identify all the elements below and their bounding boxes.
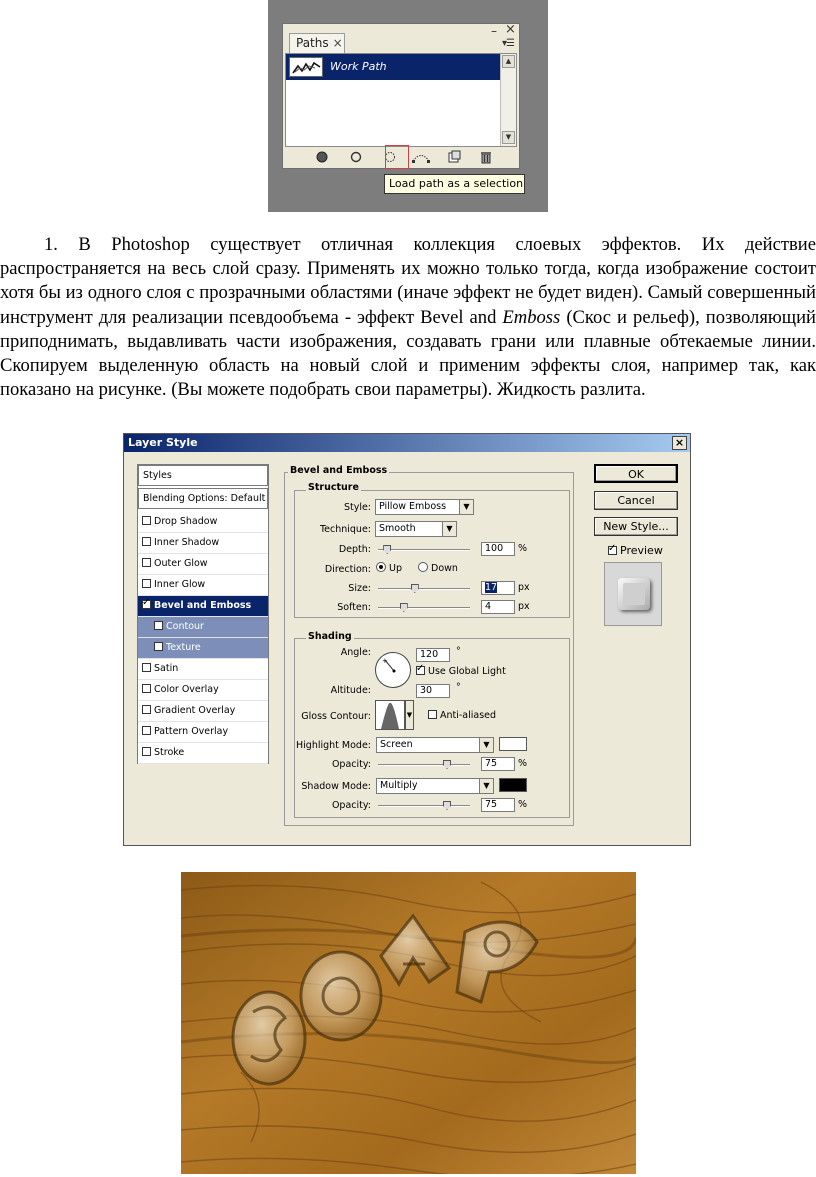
wood-texture-image [181,872,636,1174]
soften-label: Soften: [337,602,371,613]
global-light-check-icon[interactable] [416,666,425,675]
style-item-label: Contour [166,621,204,632]
gradient-overlay-checkbox[interactable] [142,705,151,714]
dialog-close-icon[interactable]: × [672,436,687,450]
shadow-opacity-label: Opacity: [331,800,371,811]
paths-list [285,53,517,147]
shadow-mode-select[interactable] [376,778,494,794]
technique-label: Technique: [319,524,371,535]
style-item-drop-shadow[interactable] [138,512,268,533]
size-input[interactable] [481,581,515,595]
chevron-down-icon: ▼ [459,500,473,514]
stroke-path-icon[interactable] [349,150,363,164]
preview-checkbox[interactable] [608,544,663,557]
size-slider-thumb[interactable] [411,584,419,593]
angle-dial[interactable] [375,652,411,688]
shadow-opacity-thumb[interactable] [443,801,451,810]
style-item-outer-glow[interactable] [138,554,268,575]
style-item-label: Inner Shadow [154,537,220,548]
size-slider[interactable] [378,584,470,594]
styles-list [137,464,269,764]
angle-label: Angle: [340,647,371,658]
style-item-label: Pattern Overlay [154,726,229,737]
style-item-label: Color Overlay [154,684,219,695]
highlight-mode-select[interactable] [376,737,494,753]
structure-title: Structure [308,482,359,493]
direction-up-label: Up [389,563,402,574]
scroll-up-icon[interactable]: ▲ [502,55,515,68]
ok-button[interactable]: OK [594,464,678,483]
altitude-value: 30 [420,685,433,696]
soften-input[interactable] [481,600,515,614]
style-item-label: Texture [166,642,201,653]
new-path-icon[interactable] [447,150,461,164]
angle-value: 120 [420,649,439,660]
new-style-button[interactable]: New Style... [594,517,678,536]
inner-shadow-checkbox[interactable] [142,537,151,546]
soap-wood-photo [181,872,636,1174]
altitude-input[interactable] [416,684,450,698]
depth-slider[interactable] [378,545,470,555]
drop-shadow-checkbox[interactable] [142,516,151,525]
tab-paths-label: Paths [296,36,329,50]
style-item-color-overlay[interactable] [138,680,268,701]
direction-down-label: Down [431,563,458,574]
highlight-opacity-label: Opacity: [331,759,371,770]
path-thumbnail [289,57,323,77]
styles-header[interactable]: Styles [138,465,268,486]
highlight-color-swatch[interactable] [499,737,527,751]
shadow-opacity-slider[interactable] [378,801,470,811]
paths-scrollbar[interactable] [500,54,516,146]
direction-up-radio[interactable] [376,562,402,574]
shadow-mode-label: Shadow Mode: [301,781,371,792]
preview-check-icon[interactable] [608,546,617,555]
highlight-mode-label: Highlight Mode: [296,740,371,751]
style-item-inner-shadow[interactable] [138,533,268,554]
global-light-label: Use Global Light [428,666,506,677]
shadow-opacity-input[interactable] [481,798,515,812]
global-light-checkbox[interactable] [416,666,506,677]
tooltip: Load path as a selection [384,174,525,194]
style-item-label: Stroke [154,747,185,758]
radio-off-icon[interactable] [418,562,428,572]
blending-options-item[interactable]: Blending Options: Default [138,488,268,509]
paragraph-text-2: (Скос и рельеф), позволяющий приподнимать, выдавливать части изображения, создавать грани или плавные обтекаемые линии. Скопируем выделенную область на новый слой и применим эффекты слоя, например так, как показано на рисунке. (Вы можете подобрать свои параметры). Жидкость разлита. [0,306,816,401]
preview-label: Preview [620,544,663,557]
pattern-overlay-checkbox[interactable] [142,726,151,735]
panel-close-icon[interactable]: × [505,22,516,37]
shadow-opacity-value: 75 [485,799,498,810]
dialog-title: Layer Style [128,436,198,449]
path-name: Work Path [330,60,387,73]
panel-minimize-icon[interactable]: – [491,24,497,38]
anti-aliased-checkbox[interactable] [428,710,496,721]
size-unit: px [518,582,530,593]
stroke-checkbox[interactable] [142,747,151,756]
altitude-label: Altitude: [330,685,371,696]
chevron-down-icon: ▼ [479,779,493,793]
depth-unit: % [518,543,528,554]
anti-aliased-check-icon[interactable] [428,710,437,719]
style-select-value: Pillow Emboss [379,501,447,512]
cancel-button[interactable]: Cancel [594,491,678,510]
style-item-gradient-overlay[interactable] [138,701,268,722]
highlight-opacity-slider[interactable] [378,760,470,770]
style-item-label: Drop Shadow [154,516,218,527]
style-item-label: Inner Glow [154,579,206,590]
shadow-color-swatch[interactable] [499,778,527,792]
dialog-titlebar [124,434,690,452]
gloss-contour-picker[interactable] [375,700,405,730]
shadow-opacity-unit: % [518,799,528,810]
style-item-texture[interactable] [138,638,268,659]
style-item-label: Bevel and Emboss [154,600,252,611]
highlight-opacity-input[interactable] [481,757,515,771]
depth-value: 100 [485,543,504,554]
radio-on-icon[interactable] [376,562,386,572]
highlight-opacity-thumb[interactable] [443,760,451,769]
shading-title: Shading [308,631,352,642]
direction-label: Direction: [324,564,371,575]
angle-input[interactable] [416,648,450,662]
depth-slider-thumb[interactable] [383,545,391,554]
highlight-mode-value: Screen [380,739,413,750]
highlight-opacity-value: 75 [485,758,498,769]
style-item-label: Satin [154,663,179,674]
delete-path-icon[interactable] [479,150,493,164]
layer-style-dialog [123,433,691,846]
size-value: 17 [485,582,498,593]
style-item-pattern-overlay[interactable] [138,722,268,743]
style-item-label: Outer Glow [154,558,208,569]
list-item-work-path[interactable] [286,54,501,80]
style-preview [604,562,662,626]
style-label: Style: [343,502,371,513]
angle-unit: ° [456,646,461,657]
depth-label: Depth: [338,544,371,555]
satin-checkbox[interactable] [142,663,151,672]
style-select[interactable] [375,499,474,515]
soften-slider-thumb[interactable] [400,603,408,612]
panel-menu-icon[interactable]: ▾☰ [502,38,514,49]
style-item-satin[interactable] [138,659,268,680]
style-item-stroke[interactable] [138,743,268,764]
soften-slider[interactable] [378,603,470,613]
shadow-mode-value: Multiply [380,780,418,791]
paragraph-emphasis: Emboss [502,306,561,328]
chevron-down-icon: ▼ [479,738,493,752]
svg-text:+: + [382,657,388,665]
soften-unit: px [518,601,530,612]
make-work-path-icon[interactable] [411,150,431,164]
outer-glow-checkbox[interactable] [142,558,151,567]
tab-paths[interactable] [289,33,345,53]
size-label: Size: [348,583,371,594]
technique-select[interactable] [375,521,457,537]
paragraph-text-1: 1. В Photoshop существует отличная коллекция слоевых эффектов. Их действие распространяется на весь слой сразу. Применять их можно только тогда, когда изображение состоит хотя бы из одного слоя с прозрачными областями (иначе эффект не будет виден). Самый совершенный инструмент для реализации псевдообъема - эффект Bevel and [0,234,816,328]
anti-aliased-label: Anti-aliased [440,710,497,721]
highlight-opacity-unit: % [518,758,528,769]
contour-checkbox[interactable] [154,621,163,630]
body-paragraph [0,233,816,402]
tab-close-icon[interactable]: × [332,36,343,50]
bevel-emboss-title: Bevel and Emboss [290,465,388,476]
depth-input[interactable] [481,542,515,556]
bevel-emboss-checkbox[interactable] [142,600,151,609]
technique-select-value: Smooth [379,523,416,534]
color-overlay-checkbox[interactable] [142,684,151,693]
style-item-label: Gradient Overlay [154,705,236,716]
texture-checkbox[interactable] [154,642,163,651]
style-item-inner-glow[interactable] [138,575,268,596]
paths-panel-figure [268,0,548,212]
inner-glow-checkbox[interactable] [142,579,151,588]
scroll-down-icon[interactable]: ▼ [502,131,515,144]
gloss-contour-label: Gloss Contour: [301,711,371,722]
soften-value: 4 [485,601,492,612]
direction-down-radio[interactable] [418,562,458,574]
style-item-contour[interactable] [138,617,268,638]
chevron-down-icon: ▼ [442,522,456,536]
fill-path-icon[interactable] [315,150,329,164]
style-item-bevel-emboss[interactable] [138,596,268,617]
paths-panel [282,23,520,169]
chevron-down-icon[interactable]: ▼ [405,700,414,730]
load-selection-highlight [385,145,409,169]
altitude-unit: ° [456,682,461,693]
